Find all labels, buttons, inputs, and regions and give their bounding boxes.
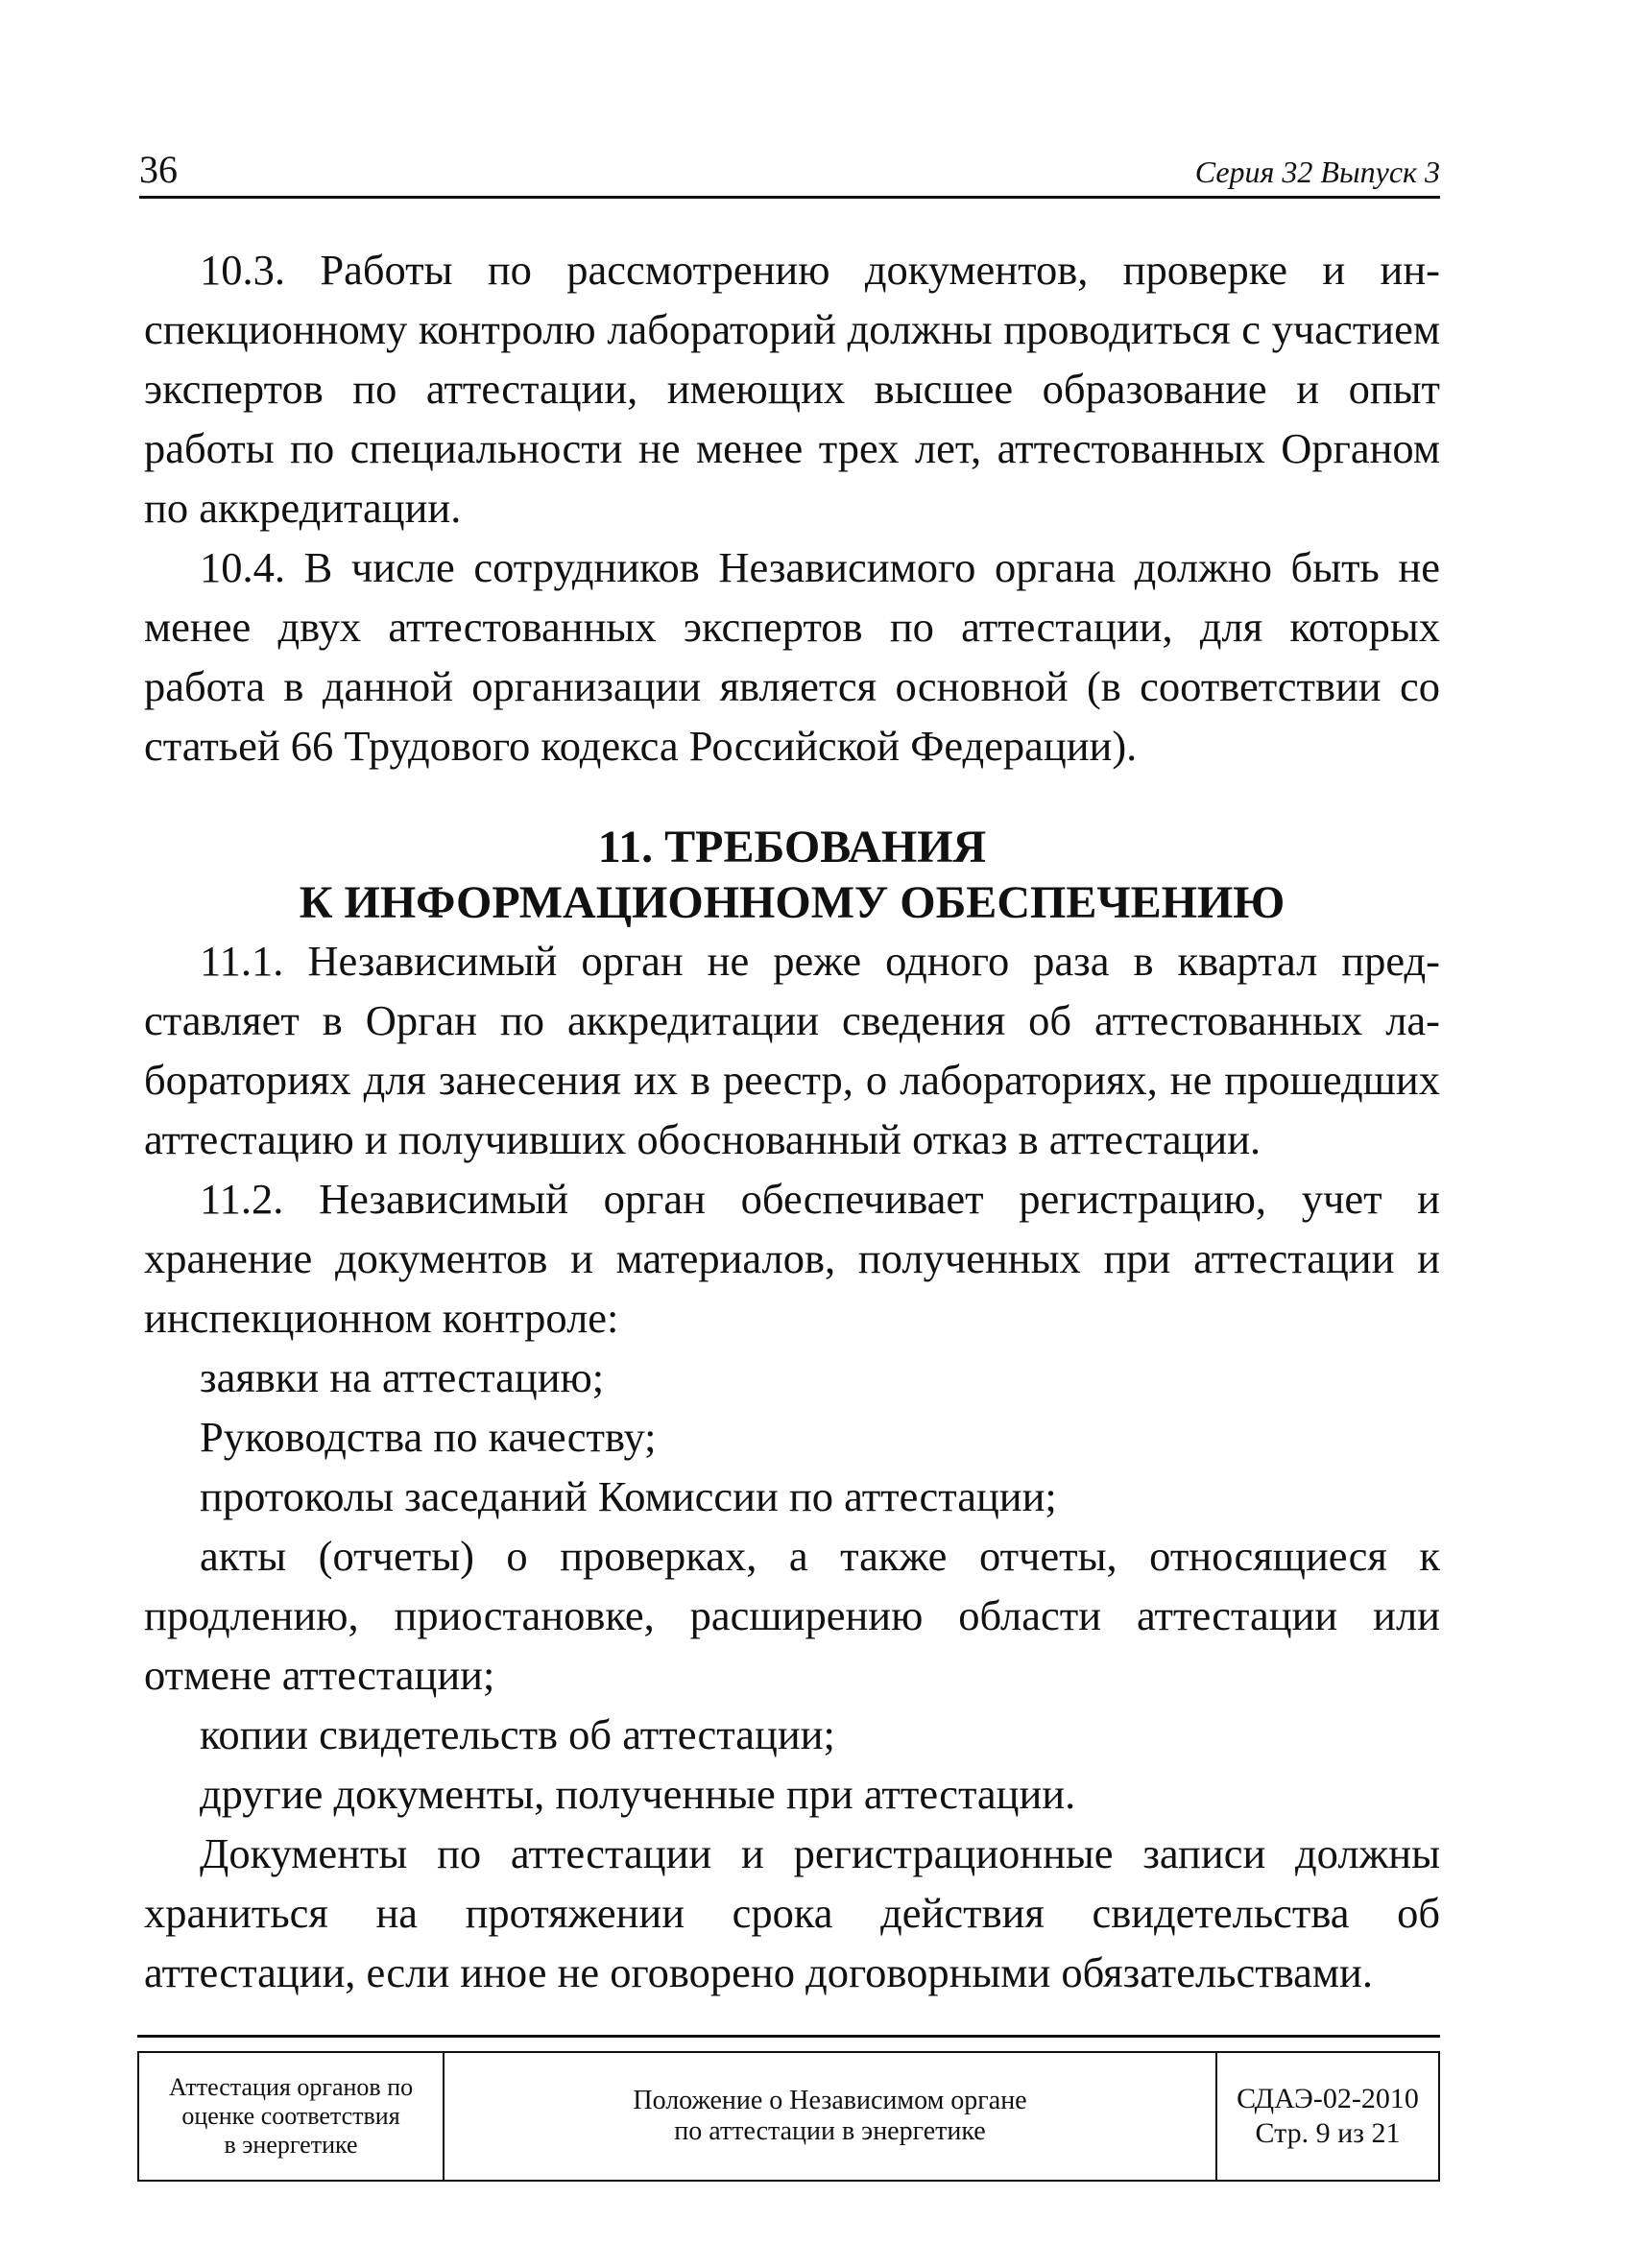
series-label: Серия 32 Выпуск 3 — [1194, 155, 1440, 189]
footer-left-cell — [139, 2053, 445, 2180]
footer-left-line: оценке соответствия — [181, 2102, 400, 2130]
list-item: другие документы, полученные при аттестации. — [200, 1770, 1076, 1818]
footer-left-line: в энергетике — [224, 2131, 358, 2159]
list-item: заявки на аттестацию; — [200, 1353, 605, 1401]
list-item: копии свидетельств об аттестации; — [200, 1710, 835, 1758]
document-code: СДАЭ-02-2010 — [1237, 2083, 1419, 2114]
section-heading-line2: К ИНФОРМАЦИОННОМУ ОБЕСПЕЧЕНИЮ — [299, 877, 1286, 928]
footer-right-cell — [1217, 2053, 1438, 2180]
footer-table — [137, 2051, 1440, 2182]
paragraph-10-3: 10.3. Работы по рассмотрению документов, проверке и инспекционному контролю лабораторий должны проводиться с участием экспертов по аттестации, имеющих высшее образование и опыт работы по специальности не менее трех лет, аттестованных Органом по аккредитации. — [144, 246, 1440, 532]
page-number: 36 — [139, 148, 178, 191]
footer-center-cell — [445, 2053, 1217, 2180]
section-heading-line1: 11. ТРЕБОВАНИЯ — [597, 822, 987, 872]
section-heading — [144, 820, 1440, 931]
paragraph-10-4: 10.4. В числе сотрудников Независимого органа должно быть не менее двух аттестованных экспертов по аттестации, для которых работа в данной организации является основной (в соответствии со статьей 66 Трудового кодекса Российской Федерации). — [144, 543, 1440, 770]
paragraph-final: Документы по аттестации и регистрационные записи должны храниться на протяжении срока действия свидетельства об аттестации, если иное не оговорено договорными обязательствами. — [144, 1829, 1440, 1996]
page-footer — [137, 2035, 1440, 2182]
page-counter: Стр. 9 из 21 — [1255, 2117, 1401, 2149]
footer-center-line: Положение о Независимом органе — [633, 2086, 1027, 2115]
list-item: протоколы заседаний Комиссии по аттестации; — [200, 1472, 1057, 1520]
list-item: Руководства по качеству; — [200, 1413, 657, 1461]
page-header — [139, 142, 1440, 199]
paragraph-11-2: 11.2. Независимый орган обеспечивает регистрацию, учет и хранение документов и материалов, полученных при аттестации и инспекционном контроле: — [144, 1175, 1440, 1342]
document-body — [144, 240, 1440, 2002]
list-item: акты (отчеты) о проверках, а также отчеты, относящиеся к продлению, приостановке, расширению области аттестации или отмене аттестации; — [144, 1532, 1440, 1699]
footer-center-line: по аттестации в энергетике — [674, 2116, 986, 2146]
paragraph-11-1: 11.1. Независимый орган не реже одного раза в квартал представляет в Орган по аккредитации сведения об аттестованных лабораториях для занесения их в реестр, о лабораториях, не прошедших аттестацию и получивших обоснованный отказ в аттестации. — [144, 937, 1440, 1163]
footer-left-line: Аттестация органов по — [168, 2073, 414, 2101]
